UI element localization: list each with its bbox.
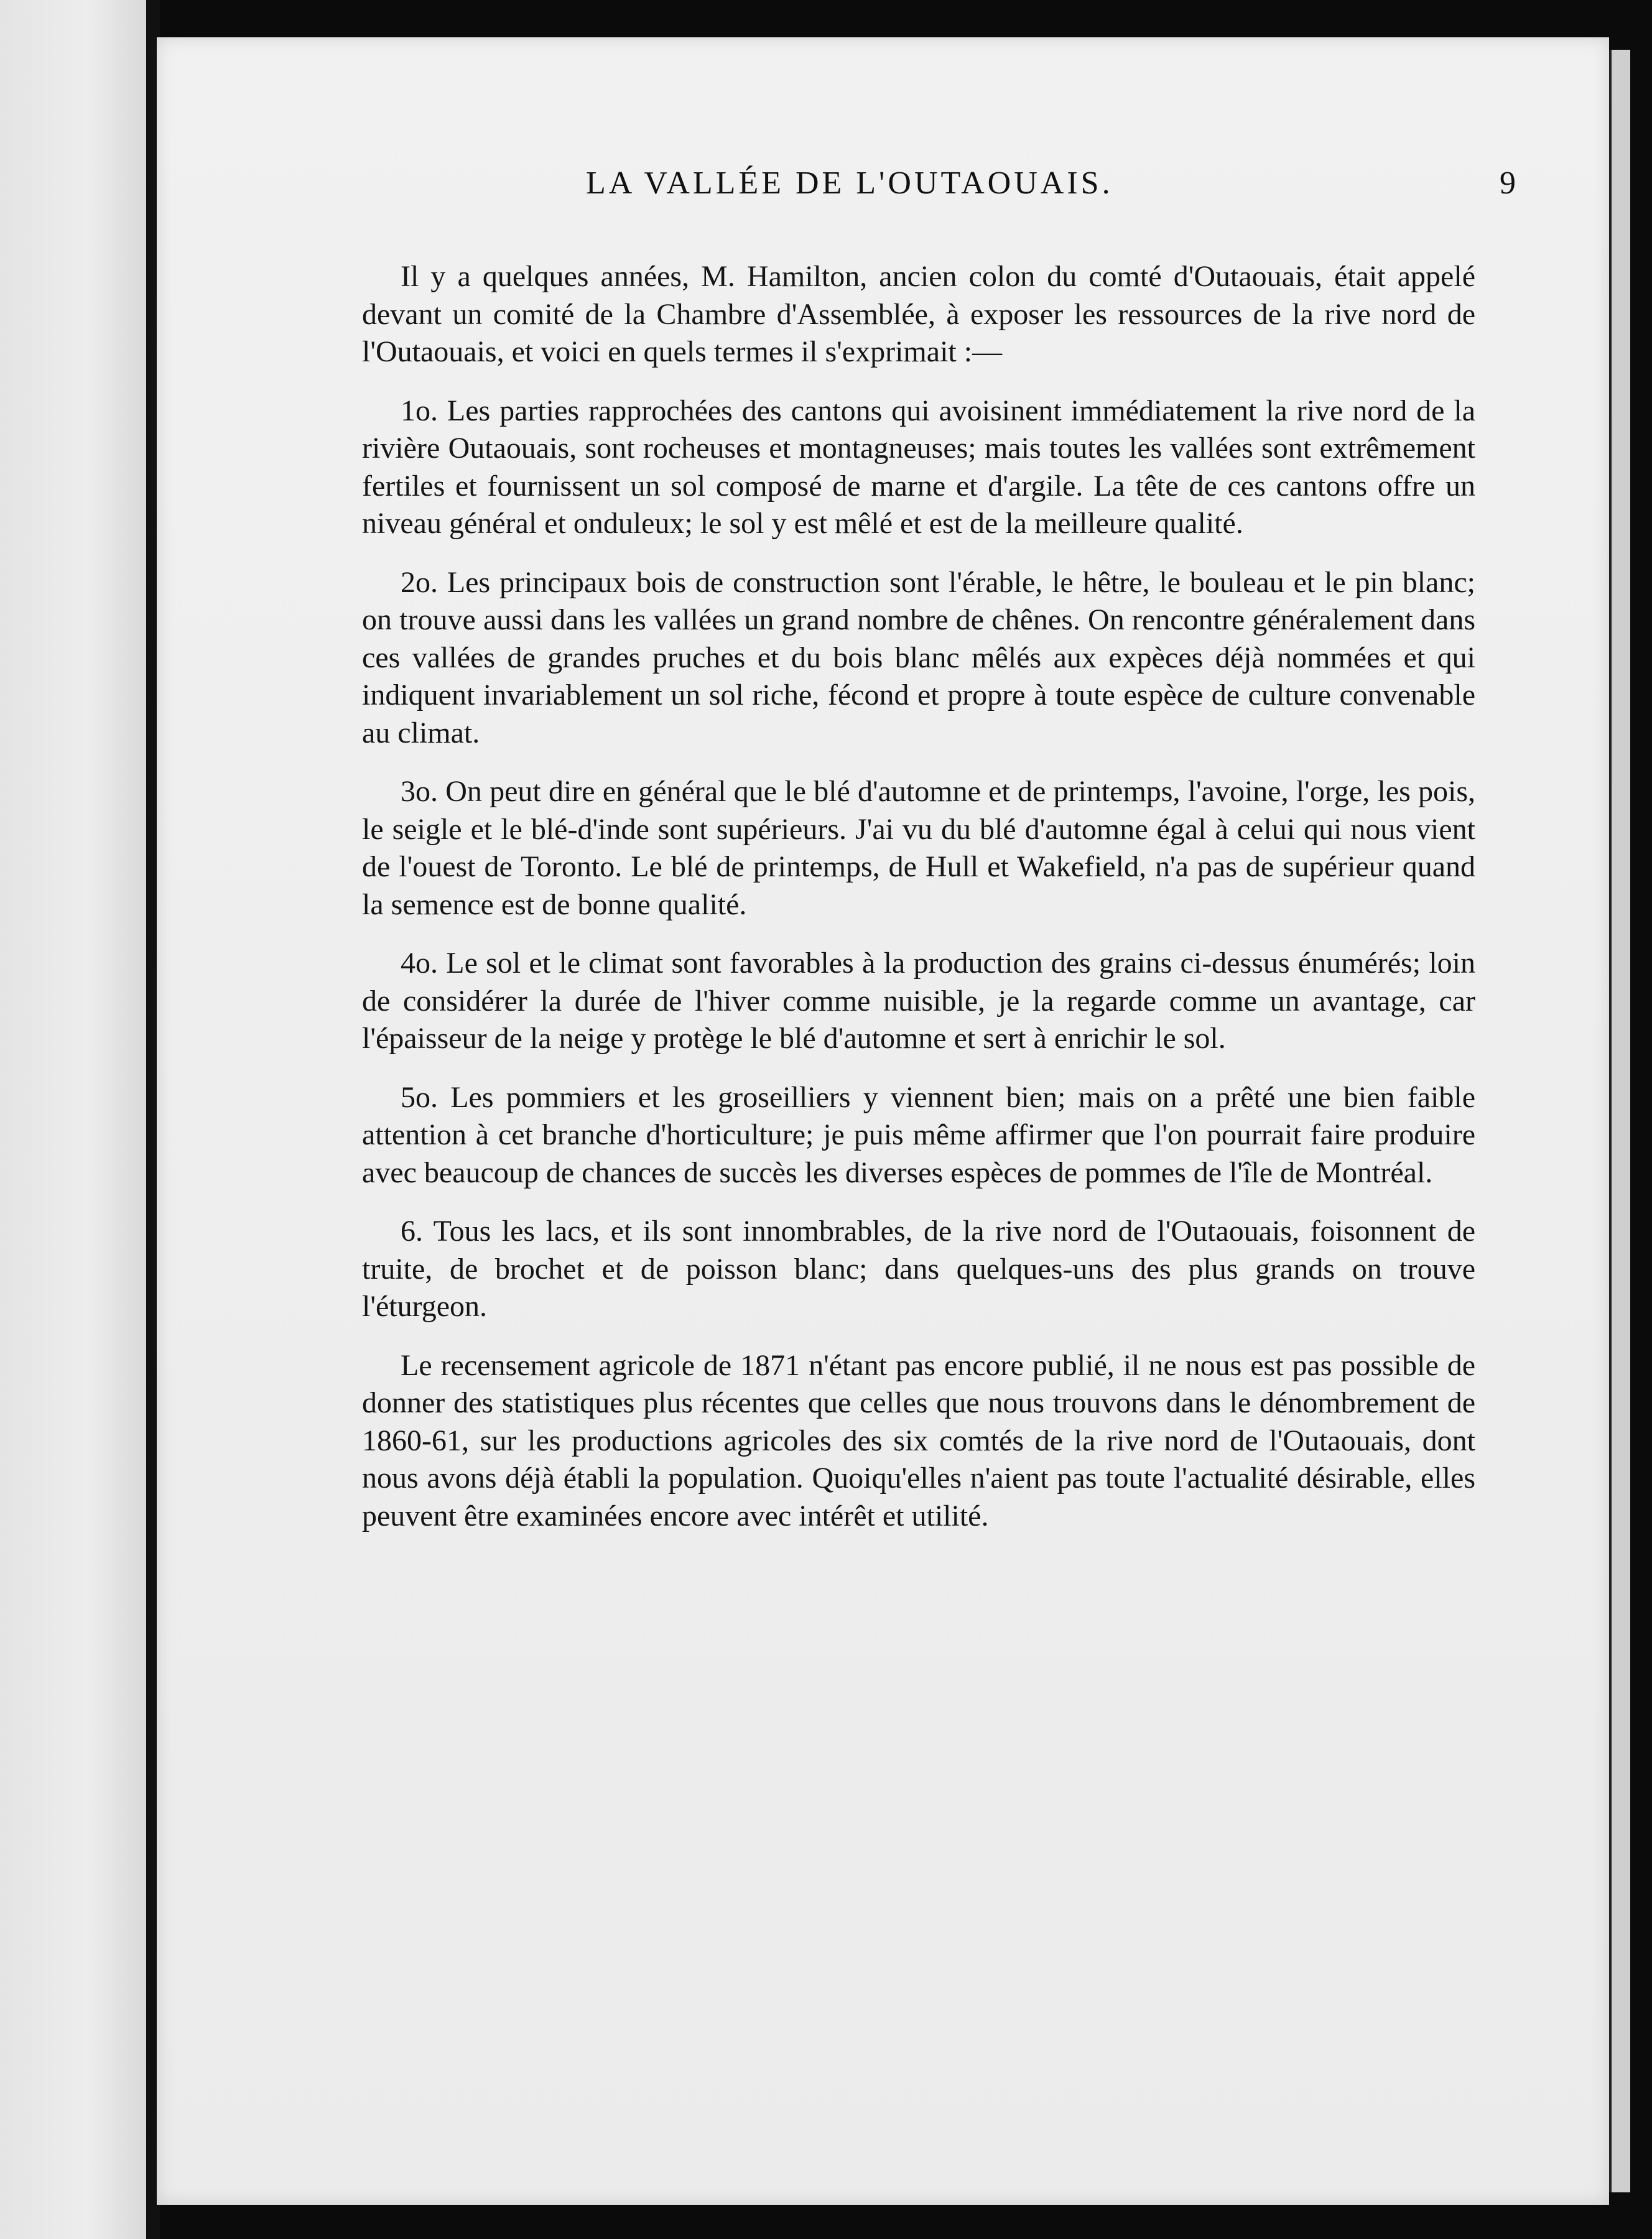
page-stack-edge <box>1609 50 1630 2192</box>
paragraph-point-1: 1o. Les parties rapprochées des cantons qui avoisinent immédiatement la rive nord de la rivière Outaouais, sont rocheuses et montagneuses; mais toutes les vallées sont extrêmement fertiles et fournissent un sol composé de marne et d'argile. La tête de ces cantons offre un niveau général et onduleux; le sol y est mêlé et est de la meilleure qualité. <box>362 394 1475 540</box>
paragraph-point-4: 4o. Le sol et le climat sont favorables à la production des grains ci-dessus énumérés; loin de considérer la durée de l'hiver comme nuisible, je la regarde comme un avantage, car l'épaisseur de la neige y protège le blé d'automne et sert à enrichir le sol. <box>362 947 1475 1055</box>
running-title: LA VALLÉE DE L'OUTAOUAIS. <box>586 165 1113 201</box>
paragraph-point-5: 5o. Les pommiers et les groseilliers y viennent bien; mais on a prêté une bien faible attention à cet branche d'horticulture; je puis même affirmer que l'on pourrait faire produire avec beaucoup de chances de succès les diverses espèces de pommes de l'île de Montréal. <box>362 1080 1475 1189</box>
paragraph-census: Le recensement agricole de 1871 n'étant pas encore publié, il ne nous est pas possible de donner des statistiques plus récentes que celles que nous trouvons dans le dénombrement de 1860-61, sur les productions agricoles des six comtés de la rive nord de l'Outaouais, dont nous avons déjà établi la population. Quoiqu'elles n'aient pas toute l'actualité désirable, elles peuvent être examinées encore avec intérêt et utilité. <box>362 1348 1475 1532</box>
paragraph-point-2: 2o. Les principaux bois de construction sont l'érable, le hêtre, le bouleau et le pin blanc; on trouve aussi dans les vallées un grand nombre de chênes. On rencontre généralement dans ces vallées de grandes pruches et du bois blanc mêlés aux expèces déjà nommées et qui indiquent invariablement un sol riche, fécond et propre à toute espèce de culture convenable au climat. <box>362 565 1475 749</box>
body-text <box>362 258 1475 1556</box>
paragraph-point-3: 3o. On peut dire en général que le blé d'automne et de printemps, l'avoine, l'orge, les pois, le seigle et le blé-d'inde sont supérieurs. J'ai vu du blé d'automne égal à celui qui nous vient de l'ouest de Toronto. Le blé de printemps, de Hull et Wakefield, n'a pas de supérieur quand la semence est de bonne qualité. <box>362 775 1475 921</box>
previous-page-edge <box>0 0 150 2239</box>
paragraph-point-6: 6. Tous les lacs, et ils sont innombrables, de la rive nord de l'Outaouais, foisonnent de truite, de brochet et de poisson blanc; dans quelques-uns des plus grands on trouve l'éturgeon. <box>362 1215 1475 1323</box>
page-number: 9 <box>1500 165 1516 201</box>
book-page <box>157 37 1609 2205</box>
paragraph-intro: Il y a quelques années, M. Hamilton, ancien colon du comté d'Outaouais, était appelé devant un comité de la Chambre d'Assemblée, à exposer les ressources de la rive nord de l'Outaouais, et voici en quels termes il s'exprimait :— <box>362 260 1475 368</box>
running-head <box>157 165 1609 221</box>
